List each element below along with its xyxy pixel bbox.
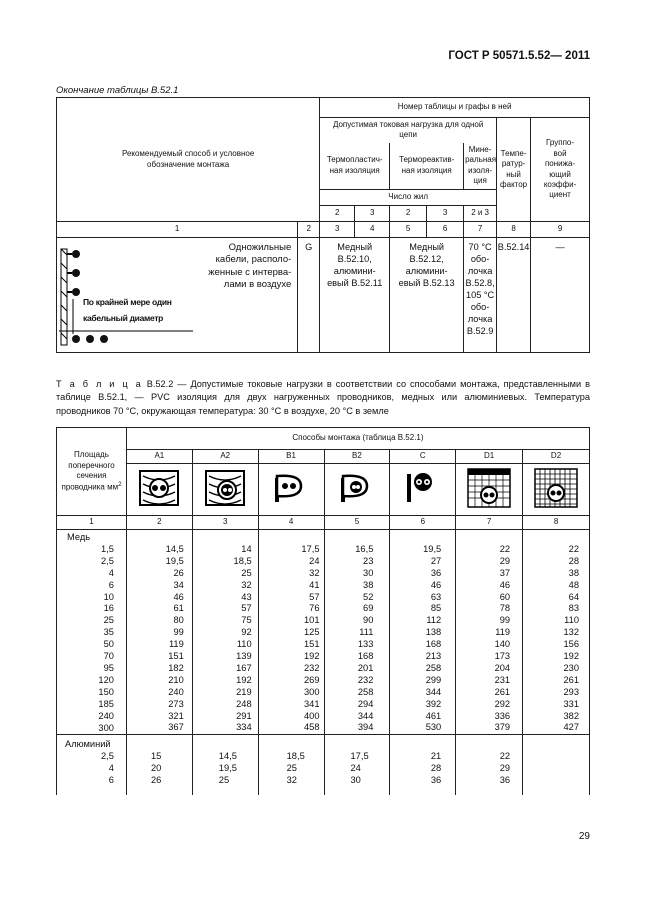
current-value: 292 bbox=[494, 698, 511, 709]
area-value: 50 bbox=[103, 639, 114, 650]
area-value: 2,5 bbox=[101, 555, 114, 566]
current-value: 394 bbox=[357, 722, 374, 733]
copper-b1 bbox=[258, 530, 324, 735]
current-value: 213 bbox=[425, 651, 442, 662]
current-value: 20 bbox=[150, 763, 162, 774]
current-value: 168 bbox=[357, 651, 374, 662]
area-value: 300 bbox=[98, 722, 114, 733]
col-number: 4 bbox=[355, 222, 390, 238]
current-value: 101 bbox=[304, 615, 320, 626]
current-value: 46 bbox=[430, 579, 442, 590]
methods-header: Способы монтажа (таблица В.52.1) bbox=[126, 428, 589, 450]
cores-cell: 3 bbox=[427, 206, 464, 222]
col-number: 3 bbox=[320, 222, 355, 238]
current-value: 248 bbox=[236, 698, 252, 709]
current-value: 38 bbox=[568, 567, 579, 578]
current-value: 99 bbox=[499, 615, 511, 626]
current-value: 32 bbox=[241, 579, 252, 590]
current-value: 14,5 bbox=[218, 751, 237, 762]
mineral-ref: 70 °С обо-лочка В.52.8, 105 °С обо-лочка В.52.9 bbox=[464, 238, 497, 353]
current-value: 75 bbox=[241, 615, 252, 626]
current-value: 80 bbox=[173, 615, 184, 626]
current-value: 300 bbox=[304, 686, 320, 697]
current-value: 168 bbox=[425, 639, 442, 650]
copper-d2 bbox=[523, 530, 590, 735]
area-header: Площадь поперечного сечения проводника $мм^2$ bbox=[57, 428, 127, 516]
current-value: 29 bbox=[499, 763, 511, 774]
col-number: 7 bbox=[464, 222, 497, 238]
cores-cell: 2 и 3 bbox=[464, 206, 497, 222]
current-value: 78 bbox=[499, 603, 511, 614]
method-c-figure bbox=[390, 464, 456, 516]
current-value: 34 bbox=[173, 579, 184, 590]
cores-cell: 3 bbox=[355, 206, 390, 222]
current-value: 182 bbox=[168, 662, 184, 673]
current-value: 23 bbox=[363, 555, 374, 566]
current-value: 57 bbox=[241, 603, 252, 614]
current-value: 119 bbox=[168, 639, 184, 650]
current-value: 294 bbox=[357, 698, 374, 709]
area-value: 95 bbox=[103, 662, 114, 673]
page-number: 29 bbox=[578, 831, 590, 842]
col-number: 6 bbox=[427, 222, 464, 238]
current-value: 32 bbox=[286, 775, 297, 786]
current-value: 261 bbox=[494, 686, 511, 697]
current-value: 219 bbox=[236, 686, 252, 697]
method-b2-figure bbox=[324, 464, 390, 516]
current-value: 22 bbox=[499, 543, 511, 554]
area-value: 16 bbox=[103, 603, 114, 614]
table-caption-b52-2: Т а б л и ц а В.52.2 — Допустимые токовые нагрузки в соответствии со способами монтажа, представленными в таблице В.52.1, — PVC изоляция для двух нагруженных проводников, медных или алюминиевых. Температура проводников 70 °С, окружающая температура: 30 °С в воздухе, 20 °С в земле bbox=[56, 379, 590, 416]
area-value: 120 bbox=[98, 674, 114, 685]
method-label: С bbox=[390, 450, 456, 464]
current-value: 26 bbox=[150, 775, 162, 786]
current-value: 140 bbox=[494, 639, 511, 650]
current-value: 110 bbox=[564, 615, 579, 626]
current-value: 99 bbox=[173, 627, 184, 638]
current-value: 232 bbox=[304, 662, 320, 673]
current-value: 133 bbox=[357, 639, 374, 650]
method-description: Одножильные кабели, располо-женные с интерва-лами в воздухе bbox=[208, 242, 292, 291]
current-value: 291 bbox=[236, 710, 252, 721]
thermoplastic-header: Термопластич-ная изоляция bbox=[320, 143, 390, 190]
current-value: 210 bbox=[168, 674, 184, 685]
current-value: 341 bbox=[304, 698, 320, 709]
aluminum-areas bbox=[57, 735, 127, 795]
method-label: В1 bbox=[258, 450, 324, 464]
copper-label: Медь bbox=[67, 532, 91, 542]
current-value: 25 bbox=[241, 567, 252, 578]
current-value: 344 bbox=[357, 710, 374, 721]
current-value: 132 bbox=[563, 627, 579, 638]
method-label: А1 bbox=[126, 450, 192, 464]
standard-header: ГОСТ Р 50571.5.52— 2011 bbox=[448, 50, 590, 62]
current-value: 26 bbox=[173, 567, 184, 578]
current-value: 41 bbox=[309, 579, 320, 590]
figure-label: кабельный диаметр bbox=[83, 313, 164, 323]
current-value: 15 bbox=[150, 751, 162, 762]
area-value: 6 bbox=[108, 775, 114, 786]
current-value: 119 bbox=[495, 627, 511, 638]
table-b52-2 bbox=[56, 427, 590, 795]
method-a1-figure bbox=[126, 464, 192, 516]
current-value: 192 bbox=[304, 651, 320, 662]
col-number: 6 bbox=[390, 516, 456, 530]
current-value: 321 bbox=[168, 710, 184, 721]
group-factor-header: Группо-вой понижа-ющий коэффи-циент bbox=[531, 118, 590, 222]
col-number: 5 bbox=[390, 222, 427, 238]
area-value: 1,5 bbox=[101, 543, 114, 554]
aluminum-c bbox=[390, 735, 456, 795]
current-value: 18,5 bbox=[233, 555, 252, 566]
current-value: 173 bbox=[494, 651, 511, 662]
current-value: 36 bbox=[430, 567, 442, 578]
current-value: 37 bbox=[499, 567, 511, 578]
cores-cell: 2 bbox=[390, 206, 427, 222]
mineral-header: Мине-ральная изоля-ция bbox=[464, 143, 497, 190]
area-value: 4 bbox=[108, 567, 114, 578]
current-value: 69 bbox=[363, 603, 374, 614]
current-value: 90 bbox=[363, 615, 374, 626]
current-value: 427 bbox=[563, 722, 579, 733]
current-value: 16,5 bbox=[355, 543, 374, 554]
current-value: 167 bbox=[236, 662, 252, 673]
current-value: 28 bbox=[430, 763, 442, 774]
current-value: 18,5 bbox=[286, 751, 305, 762]
current-value: 530 bbox=[425, 722, 442, 733]
current-value: 25 bbox=[286, 763, 297, 774]
current-value: 24 bbox=[309, 555, 320, 566]
table-b52-1 bbox=[56, 97, 590, 353]
col-number: 5 bbox=[324, 516, 390, 530]
method-b1-figure bbox=[258, 464, 324, 516]
current-value: 138 bbox=[425, 627, 442, 638]
current-value: 14 bbox=[241, 543, 252, 554]
aluminum-a2 bbox=[192, 735, 258, 795]
current-value: 232 bbox=[357, 674, 374, 685]
area-value: 185 bbox=[98, 698, 114, 709]
current-value: 461 bbox=[425, 710, 442, 721]
area-value: 6 bbox=[108, 579, 114, 590]
current-value: 458 bbox=[304, 722, 320, 733]
current-value: 22 bbox=[568, 543, 579, 554]
current-value: 261 bbox=[563, 674, 579, 685]
method-label: D2 bbox=[523, 450, 590, 464]
current-value: 17,5 bbox=[350, 751, 369, 762]
area-value: 35 bbox=[103, 627, 114, 638]
method-a2-figure bbox=[192, 464, 258, 516]
current-value: 231 bbox=[494, 674, 511, 685]
current-value: 192 bbox=[236, 674, 252, 685]
current-value: 379 bbox=[494, 722, 511, 733]
current-value: 83 bbox=[568, 603, 579, 614]
method-label: А2 bbox=[192, 450, 258, 464]
current-value: 19,5 bbox=[218, 763, 237, 774]
current-value: 258 bbox=[425, 662, 442, 673]
copper-areas bbox=[57, 530, 127, 735]
current-value: 85 bbox=[430, 603, 442, 614]
current-value: 110 bbox=[236, 639, 252, 650]
current-value: 400 bbox=[304, 710, 320, 721]
current-value: 38 bbox=[363, 579, 374, 590]
current-value: 334 bbox=[236, 722, 252, 733]
aluminum-d2 bbox=[523, 735, 590, 795]
current-value: 230 bbox=[563, 662, 579, 673]
col-number: 7 bbox=[456, 516, 523, 530]
current-value: 25 bbox=[218, 775, 230, 786]
current-value: 24 bbox=[350, 763, 361, 774]
area-value: 4 bbox=[108, 763, 114, 774]
current-value: 392 bbox=[425, 698, 442, 709]
method-d2-figure bbox=[523, 464, 590, 516]
current-value: 30 bbox=[350, 775, 361, 786]
current-value: 46 bbox=[499, 579, 511, 590]
aluminum-label: Алюминий bbox=[65, 739, 111, 750]
method-header: Рекомендуемый способ и условное обозначение монтажа bbox=[57, 98, 320, 222]
current-value: 27 bbox=[430, 555, 442, 566]
temp-factor-header: Темпе-ратур-ный фактор bbox=[497, 118, 531, 222]
thermoset-ref: Медный В.52.12, алюмини-евый В.52.13 bbox=[390, 238, 464, 353]
aluminum-a1 bbox=[126, 735, 192, 795]
current-value: 28 bbox=[568, 555, 579, 566]
aluminum-d1 bbox=[456, 735, 523, 795]
current-value: 111 bbox=[359, 627, 374, 638]
aluminum-b2 bbox=[324, 735, 390, 795]
current-value: 125 bbox=[304, 627, 320, 638]
copper-a1 bbox=[126, 530, 192, 735]
current-value: 52 bbox=[363, 591, 374, 602]
area-value: 10 bbox=[103, 591, 114, 602]
current-value: 19,5 bbox=[423, 543, 442, 554]
current-value: 60 bbox=[499, 591, 511, 602]
current-value: 299 bbox=[425, 674, 442, 685]
col-number: 8 bbox=[523, 516, 590, 530]
area-value: 2,5 bbox=[101, 751, 114, 762]
area-value: 240 bbox=[98, 710, 114, 721]
current-value: 92 bbox=[241, 627, 252, 638]
current-value: 61 bbox=[173, 603, 184, 614]
figure-label: По крайней мере один bbox=[83, 297, 172, 307]
current-value: 151 bbox=[304, 639, 320, 650]
current-value: 151 bbox=[168, 651, 184, 662]
copper-d1 bbox=[456, 530, 523, 735]
number-header: Номер таблицы и графы в ней bbox=[320, 98, 590, 118]
current-value: 22 bbox=[499, 751, 511, 762]
current-value: 17,5 bbox=[301, 543, 320, 554]
current-value: 192 bbox=[563, 651, 579, 662]
thermoset-header: Термореактив-ная изоляция bbox=[390, 143, 464, 190]
area-value: 25 bbox=[103, 615, 114, 626]
current-value: 21 bbox=[430, 751, 442, 762]
method-code: G bbox=[298, 238, 320, 353]
current-value: 30 bbox=[363, 567, 374, 578]
col-number: 8 bbox=[497, 222, 531, 238]
current-value: 29 bbox=[499, 555, 511, 566]
thermoplastic-ref: Медный В.52.10, алюмини-евый В.52.11 bbox=[320, 238, 390, 353]
cable-spacing-figure bbox=[59, 241, 199, 351]
current-value: 344 bbox=[425, 686, 442, 697]
current-value: 367 bbox=[168, 722, 184, 733]
current-value: 331 bbox=[563, 698, 579, 709]
current-value: 293 bbox=[563, 686, 579, 697]
current-value: 204 bbox=[494, 662, 511, 673]
current-value: 43 bbox=[241, 591, 252, 602]
current-value: 240 bbox=[168, 686, 184, 697]
temp-factor-ref: В.52.14 bbox=[497, 238, 531, 353]
current-value: 14,5 bbox=[165, 543, 184, 554]
copper-c bbox=[390, 530, 456, 735]
current-value: 112 bbox=[426, 615, 442, 626]
current-value: 19,5 bbox=[165, 555, 184, 566]
current-value: 57 bbox=[309, 591, 320, 602]
col-number: 2 bbox=[298, 222, 320, 238]
area-value: 150 bbox=[98, 686, 114, 697]
current-value: 76 bbox=[309, 603, 320, 614]
current-value: 63 bbox=[430, 591, 442, 602]
col-number: 1 bbox=[57, 222, 298, 238]
current-value: 201 bbox=[357, 662, 374, 673]
current-value: 64 bbox=[568, 591, 579, 602]
current-value: 273 bbox=[168, 698, 184, 709]
current-value: 269 bbox=[304, 674, 320, 685]
current-value: 258 bbox=[357, 686, 374, 697]
aluminum-b1 bbox=[258, 735, 324, 795]
method-cell bbox=[57, 238, 298, 353]
current-value: 156 bbox=[563, 639, 579, 650]
current-value: 36 bbox=[499, 775, 511, 786]
col-number: 2 bbox=[126, 516, 192, 530]
current-value: 32 bbox=[309, 567, 320, 578]
method-d1-figure bbox=[456, 464, 523, 516]
col-number: 9 bbox=[531, 222, 590, 238]
col-number: 1 bbox=[57, 516, 127, 530]
current-value: 336 bbox=[494, 710, 511, 721]
current-value: 48 bbox=[568, 579, 579, 590]
area-value: 70 bbox=[103, 651, 114, 662]
current-value: 139 bbox=[236, 651, 252, 662]
group-factor-ref: — bbox=[531, 238, 590, 353]
col-number: 3 bbox=[192, 516, 258, 530]
copper-a2 bbox=[192, 530, 258, 735]
col-number: 4 bbox=[258, 516, 324, 530]
current-value: 36 bbox=[430, 775, 442, 786]
table-caption-b52-1: Окончание таблицы B.52.1 bbox=[56, 85, 179, 96]
current-value: 46 bbox=[173, 591, 184, 602]
method-label: D1 bbox=[456, 450, 523, 464]
current-value: 382 bbox=[563, 710, 579, 721]
current-header: Допустимая токовая нагрузка для одной цепи bbox=[320, 118, 497, 143]
cores-header: Число жил bbox=[320, 190, 497, 206]
copper-b2 bbox=[324, 530, 390, 735]
cores-cell: 2 bbox=[320, 206, 355, 222]
method-label: В2 bbox=[324, 450, 390, 464]
